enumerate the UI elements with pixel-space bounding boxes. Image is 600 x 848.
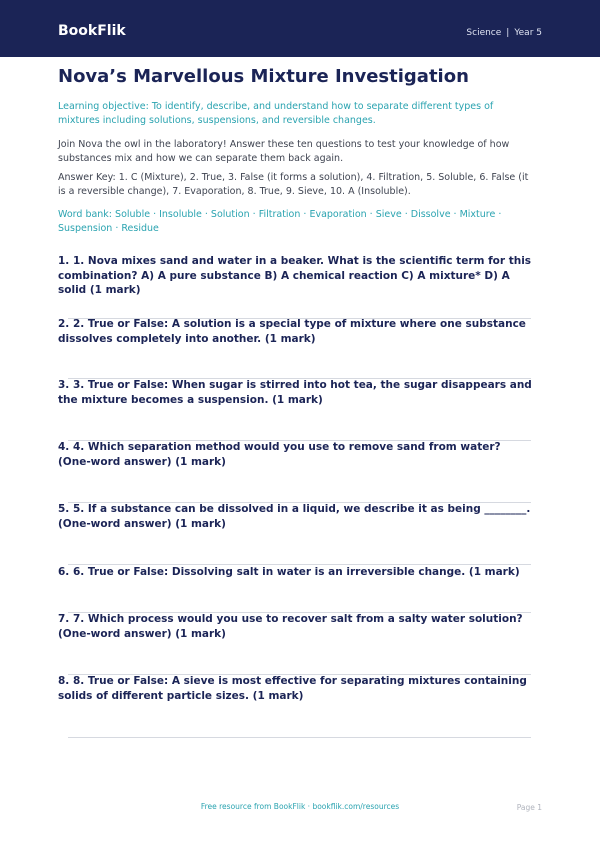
question-7: 7. 7. Which process would you use to recover salt from a salty water solution? (One-word answer) (1 mark) <box>58 613 523 640</box>
header-bar <box>0 0 600 57</box>
brand-logo[interactable]: BookFlik <box>58 23 126 39</box>
footer-credit[interactable]: Free resource from BookFlik · bookflik.com/resources <box>200 802 400 811</box>
question-3: 3. 3. True or False: When sugar is stirred into hot tea, the sugar disappears and the mixture becomes a suspension. (1 mark) <box>58 379 532 406</box>
word-bank: Word bank: Soluble · Insoluble · Solution · Filtration · Evaporation · Sieve · Dissolve · Mixture · Suspension · Residue <box>58 209 502 234</box>
learning-objective: Learning objective: To identify, describe, and understand how to separate different types of mixtures including solutions, suspensions, and reversible changes. <box>58 101 494 126</box>
answer-key: Answer Key: 1. C (Mixture), 2. True, 3. False (it forms a solution), 4. Filtration, 5. Soluble, 6. False (it is a reversible change), 7. Evaporation, 8. True, 9. Sieve, 10. A (Insoluble). <box>58 172 529 197</box>
header-meta <box>466 28 542 38</box>
question-1: 1. 1. Nova mixes sand and water in a beaker. What is the scientific term for this combination? A) A pure substance B) A chemical reaction C) A mixture* D) A solid (1 mark) <box>58 255 532 296</box>
question-4: 4. 4. Which separation method would you use to remove sand from water? (One-word answer) (1 mark) <box>58 441 501 468</box>
separator: | <box>506 28 510 38</box>
page-title: Nova’s Marvellous Mixture Investigation <box>58 66 469 87</box>
subject-label: Science <box>466 28 502 38</box>
question-2: 2. 2. True or False: A solution is a special type of mixture where one substance dissolves completely into another. (1 mark) <box>58 318 526 345</box>
answer-line <box>68 737 531 738</box>
year-label: Year 5 <box>514 28 542 38</box>
question-6: 6. 6. True or False: Dissolving salt in water is an irreversible change. (1 mark) <box>58 566 520 578</box>
question-5: 5. 5. If a substance can be dissolved in a liquid, we describe it as being ________. (One-word answer) (1 mark) <box>58 503 531 530</box>
page-number: Page 1 <box>516 803 542 812</box>
question-8: 8. 8. True or False: A sieve is most effective for separating mixtures containing solids of different particle sizes. (1 mark) <box>58 675 527 702</box>
intro-text: Join Nova the owl in the laboratory! Answer these ten questions to test your knowledge of how substances mix and how we can separate them back again. <box>58 139 510 164</box>
